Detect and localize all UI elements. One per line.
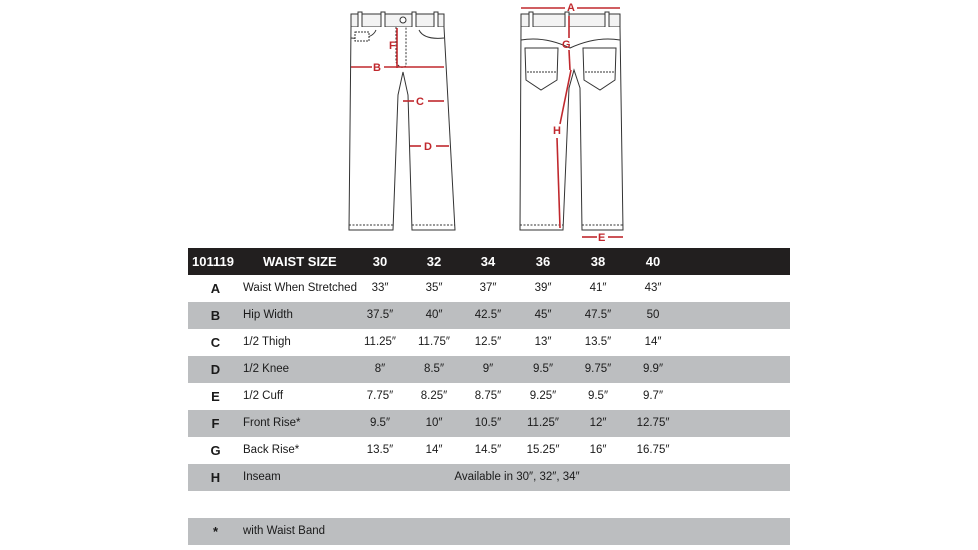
table-cell: 15.25″ [526,444,560,456]
measurement-label: Waist When Stretched [243,282,357,294]
size-col-header: 30 [372,254,388,269]
table-cell: 9.7″ [642,390,664,402]
table-cell: 9.25″ [529,390,557,402]
table-cell: 11.25″ [527,417,559,429]
measurement-label: 1/2 Thigh [243,336,291,348]
table-cell: 35″ [425,282,443,294]
table-cell: 7.75″ [366,390,394,402]
size-col-header: 36 [535,254,551,269]
table-cell: 37″ [479,282,497,294]
table-cell: 12.75″ [636,417,670,429]
table-cell: 9.5″ [587,390,609,402]
measurement-code: A [210,281,221,296]
footnote-text: with Waist Band [243,525,326,537]
table-cell: 12″ [589,417,607,429]
measurement-label: 1/2 Cuff [243,390,284,402]
label-d: D [424,141,432,153]
measurement-label: Inseam [243,471,281,483]
table-cell: 9″ [482,363,494,375]
measurement-code: C [210,335,221,350]
table-cell: 11.25″ [364,336,396,348]
label-a: A [567,2,575,14]
measurement-code: H [210,470,221,485]
label-h: H [553,125,561,137]
measurement-code: B [210,308,221,323]
waist-size-heading: WAIST SIZE [263,254,337,269]
table-row-inseam [188,464,790,491]
label-e: E [598,232,606,244]
measurement-code: F [211,416,220,431]
measurement-label: Hip Width [243,309,293,321]
table-cell: 10″ [425,417,443,429]
table-cell: 33″ [371,282,389,294]
label-b: B [373,62,381,74]
table-cell: 13.5″ [366,444,394,456]
table-cell: 9.9″ [642,363,664,375]
footnote-marker: * [212,524,219,539]
size-col-header: 40 [645,254,661,269]
table-cell: 45″ [534,309,552,321]
size-col-header: 38 [590,254,606,269]
table-cell: 37.5″ [366,309,394,321]
table-row [188,329,790,356]
table-header-row [188,248,790,275]
size-chart-table [188,248,790,545]
table-row [188,410,790,437]
table-cell: 13″ [534,336,552,348]
measurement-code: D [210,362,221,377]
table-cell: 9.5″ [532,363,554,375]
table-footnote-row [188,518,790,545]
table-cell: 14″ [425,444,443,456]
pants-measurement-diagram [0,0,978,245]
table-cell: 41″ [589,282,607,294]
table-row [188,383,790,410]
table-cell: 8.25″ [420,390,448,402]
size-col-header: 32 [426,254,442,269]
table-cell: 9.75″ [584,363,612,375]
front-pants-illustration [349,12,455,230]
measurement-code: G [210,443,221,458]
table-cell: 8.5″ [423,363,445,375]
table-cell: 16.75″ [636,444,670,456]
label-f: F [389,40,396,52]
table-cell: 10.5″ [474,417,502,429]
measurement-code: E [211,389,220,404]
table-cell: 12.5″ [474,336,502,348]
table-cell: 11.75″ [418,336,450,348]
table-row [188,437,790,464]
label-g: G [562,39,571,51]
table-cell: 16″ [589,444,607,456]
table-cell: 8″ [374,363,386,375]
table-cell: 39″ [534,282,552,294]
table-cell: 40″ [425,309,443,321]
table-spacer [188,491,790,518]
inseam-availability: Available in 30″, 32″, 34″ [454,471,580,483]
table-cell: 47.5″ [584,309,612,321]
table-row [188,302,790,329]
back-pants-illustration [520,12,623,230]
table-cell: 13.5″ [584,336,612,348]
table-row [188,356,790,383]
table-cell: 42.5″ [474,309,502,321]
label-c: C [416,96,424,108]
table-row [188,275,790,302]
table-cell: 43″ [644,282,662,294]
style-number: 101119 [192,254,234,269]
size-col-header: 34 [480,254,496,269]
table-cell: 14″ [644,336,662,348]
measurement-label: Front Rise* [243,417,301,429]
table-cell: 14.5″ [474,444,502,456]
table-cell: 9.5″ [369,417,391,429]
measurement-label: 1/2 Knee [243,363,290,375]
measurement-label: Back Rise* [243,444,300,456]
table-cell: 50 [646,309,660,321]
table-cell: 8.75″ [474,390,502,402]
